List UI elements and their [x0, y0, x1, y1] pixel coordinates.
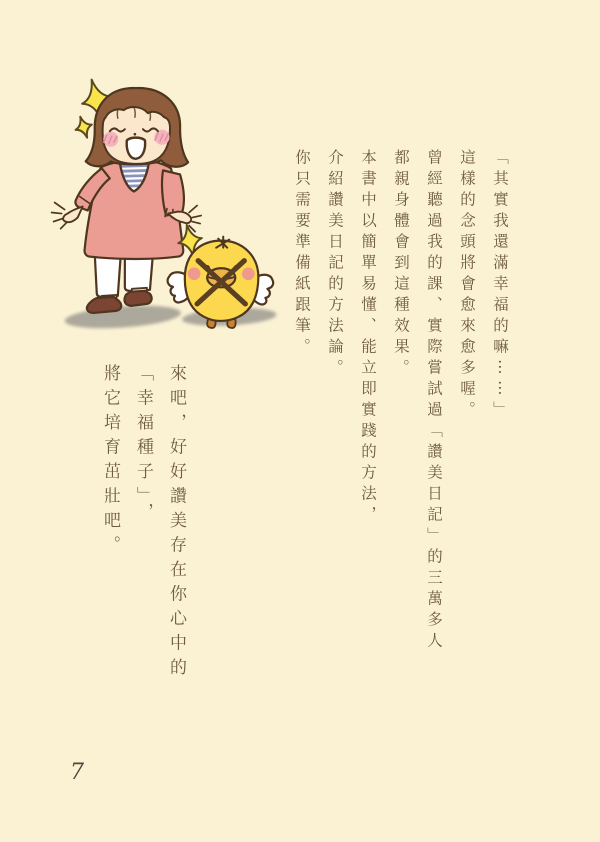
- text-column: 來吧，好好讚美存在你心中的: [166, 364, 186, 683]
- text-column: 曾經聽過我的課、實際嘗試過「讚美日記」的三萬多人: [425, 149, 443, 653]
- girl-nose: [134, 133, 137, 136]
- girl-shadow: [64, 302, 182, 331]
- text-column: 「幸福種子」，: [133, 364, 153, 527]
- text-column: 都親身體會到這種效果。: [392, 149, 410, 380]
- text-column: 這樣的念頭將會愈來愈多喔。: [458, 149, 476, 422]
- text-column: 將它培育茁壯吧。: [100, 364, 120, 560]
- chick-cheek-right: [242, 267, 255, 280]
- girl-mouth: [127, 138, 145, 159]
- page-number: 7: [70, 760, 84, 785]
- text-column: 你只需要準備紙跟筆。: [293, 149, 311, 359]
- girl-and-chick-illustration: [38, 70, 290, 336]
- main-text-block: [285, 149, 516, 661]
- text-column: 「其實我還滿幸福的嘛⋯⋯」: [491, 149, 509, 422]
- text-column: 介紹讚美日記的方法論。: [326, 149, 344, 380]
- chick-cheek-left: [188, 267, 201, 280]
- text-column: 本書中以簡單易懂、能立即實踐的方法，: [359, 149, 377, 527]
- callout-text-block: [93, 364, 192, 690]
